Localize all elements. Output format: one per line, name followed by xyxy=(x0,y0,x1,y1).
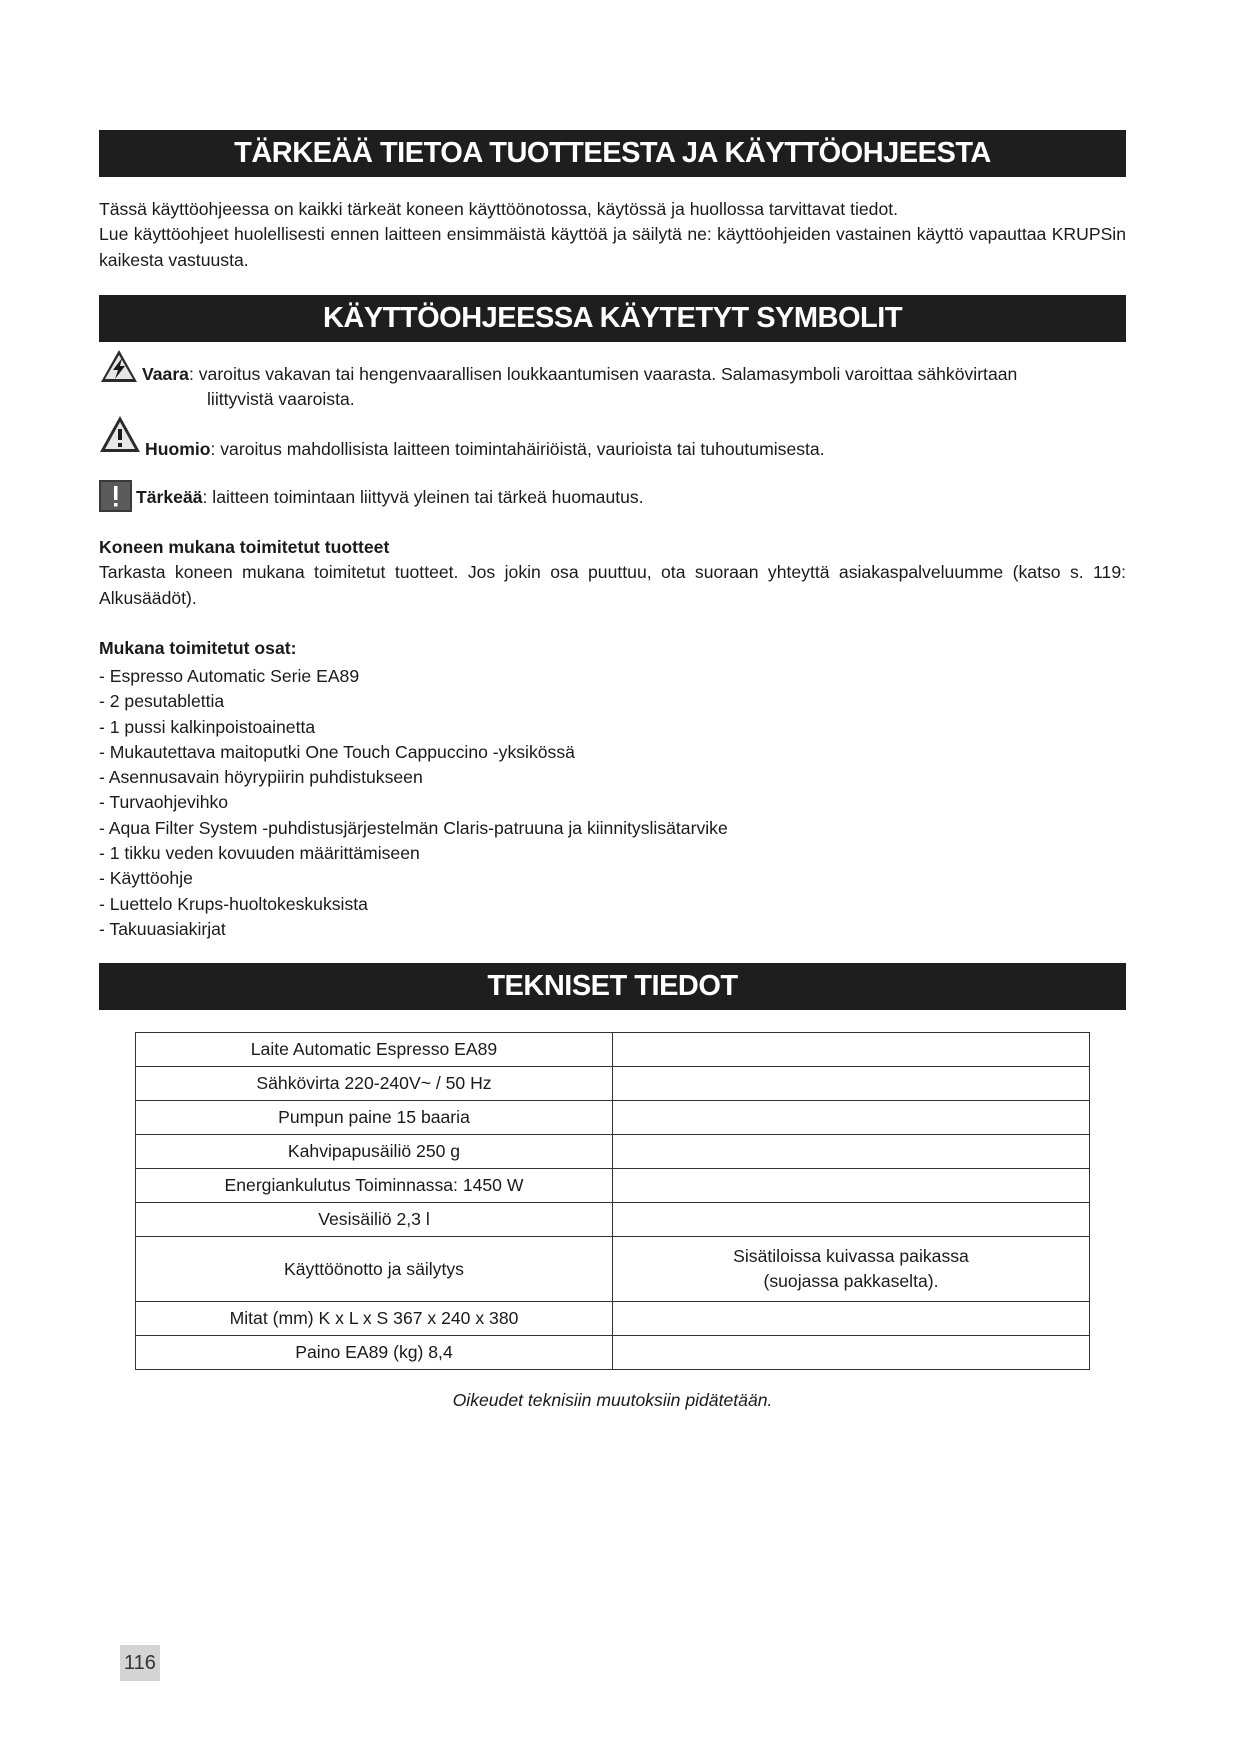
list-item: - 2 pesutablettia xyxy=(99,691,225,712)
symbol-text-caution: : varoitus mahdollisista laitteen toimintahäiriöistä, vaurioista tai tuhoutumisesta. xyxy=(210,439,825,459)
list-item: - Mukautettava maitoputki One Touch Cappuccino -yksikössä xyxy=(99,741,575,762)
delivered-products-heading: Koneen mukana toimitetut tuotteet xyxy=(99,537,390,557)
symbol-row-important xyxy=(99,480,1129,516)
spec-label: Vesisäiliö 2,3 l xyxy=(136,1203,613,1237)
list-item: - Luettelo Krups-huoltokeskuksista xyxy=(99,893,368,914)
lightning-warning-icon xyxy=(99,348,139,384)
spec-value-line: (suojassa pakkaselta). xyxy=(763,1271,939,1291)
spec-value xyxy=(613,1336,1090,1370)
spec-value xyxy=(613,1169,1090,1203)
spec-value xyxy=(613,1135,1090,1169)
table-row xyxy=(136,1302,1090,1336)
delivered-products-text: Tarkasta koneen mukana toimitetut tuotteet. Jos jokin osa puuttuu, ota suoraan yhteyttä asiakaspalveluumme (katso s. 119: Alkusäädöt). xyxy=(99,562,1126,608)
symbol-text-important: : laitteen toimintaan liittyvä yleinen tai tärkeä huomautus. xyxy=(202,487,644,507)
spec-value-line: Sisätiloissa kuivassa paikassa xyxy=(733,1246,969,1266)
list-item: - Espresso Automatic Serie EA89 xyxy=(99,666,360,686)
symbol-row-caution xyxy=(99,415,1129,459)
symbol-term-important: Tärkeää xyxy=(136,487,203,507)
page-number: 116 xyxy=(120,1645,160,1681)
symbol-text-danger: : varoitus vakavan tai hengenvaarallisen loukkaantumisen vaarasta. Salamasymboli varoittaa sähkövirtaan xyxy=(188,364,1018,384)
table-row xyxy=(136,1237,1090,1302)
section-title-technical-data: TEKNISET TIEDOT xyxy=(99,963,1126,1010)
parts-heading: Mukana toimitetut osat: xyxy=(99,638,297,658)
symbol-term-caution: Huomio xyxy=(145,439,211,459)
spec-value xyxy=(613,1033,1090,1067)
list-item: - Aqua Filter System -puhdistusjärjestelmän Claris-patruuna ja kiinnityslisätarvike xyxy=(99,817,728,838)
list-item: - 1 pussi kalkinpoistoainetta xyxy=(99,716,316,737)
spec-value xyxy=(613,1237,1090,1302)
spec-value xyxy=(613,1101,1090,1135)
technical-data-table xyxy=(135,1032,1090,1370)
spec-label: Laite Automatic Espresso EA89 xyxy=(136,1033,613,1067)
technical-changes-note: Oikeudet teknisiin muutoksiin pidätetään. xyxy=(452,1390,773,1410)
table-row xyxy=(136,1336,1090,1370)
symbol-text-danger-cont: liittyvistä vaaroista. xyxy=(207,389,355,409)
spec-value xyxy=(613,1067,1090,1101)
spec-label: Sähkövirta 220-240V~ / 50 Hz xyxy=(136,1067,613,1101)
table-row xyxy=(136,1169,1090,1203)
exclamation-warning-icon xyxy=(99,415,141,453)
table-row xyxy=(136,1067,1090,1101)
intro-paragraph-1: Tässä käyttöohjeessa on kaikki tärkeät koneen käyttöönotossa, käytössä ja huollossa tarvittavat tiedot. xyxy=(99,199,899,219)
spec-value xyxy=(613,1302,1090,1336)
spec-label: Pumpun paine 15 baaria xyxy=(136,1101,613,1135)
symbol-term-danger: Vaara xyxy=(142,364,189,384)
table-row xyxy=(136,1101,1090,1135)
spec-label: Mitat (mm) K x L x S 367 x 240 x 380 xyxy=(136,1302,613,1336)
important-note-icon xyxy=(99,480,132,512)
spec-label: Paino EA89 (kg) 8,4 xyxy=(136,1336,613,1370)
list-item: - 1 tikku veden kovuuden määrittämiseen xyxy=(99,843,420,864)
section-title-important-info: TÄRKEÄÄ TIETOA TUOTTEESTA JA KÄYTTÖOHJEESTA xyxy=(99,130,1126,177)
table-row xyxy=(136,1135,1090,1169)
intro-paragraph-2: Lue käyttöohjeet huolellisesti ennen laitteen ensimmäistä käyttöä ja säilytä ne: käyttöohjeiden vastainen käyttö vapauttaa KRUPSin kaikesta vastuusta. xyxy=(99,224,1126,270)
parts-list xyxy=(99,664,728,942)
spec-value xyxy=(613,1203,1090,1237)
list-item: - Turvaohjevihko xyxy=(99,792,229,813)
table-row xyxy=(136,1033,1090,1067)
list-item: - Takuuasiakirjat xyxy=(99,918,226,939)
spec-label: Kahvipapusäiliö 250 g xyxy=(136,1135,613,1169)
list-item: - Asennusavain höyrypiirin puhdistukseen xyxy=(99,767,423,788)
spec-label: Käyttöönotto ja säilytys xyxy=(136,1237,613,1302)
section-title-symbols: KÄYTTÖOHJEESSA KÄYTETYT SYMBOLIT xyxy=(99,295,1126,342)
table-row xyxy=(136,1203,1090,1237)
spec-label: Energiankulutus Toiminnassa: 1450 W xyxy=(136,1169,613,1203)
symbol-row-danger xyxy=(99,348,1129,408)
list-item: - Käyttöohje xyxy=(99,868,193,889)
